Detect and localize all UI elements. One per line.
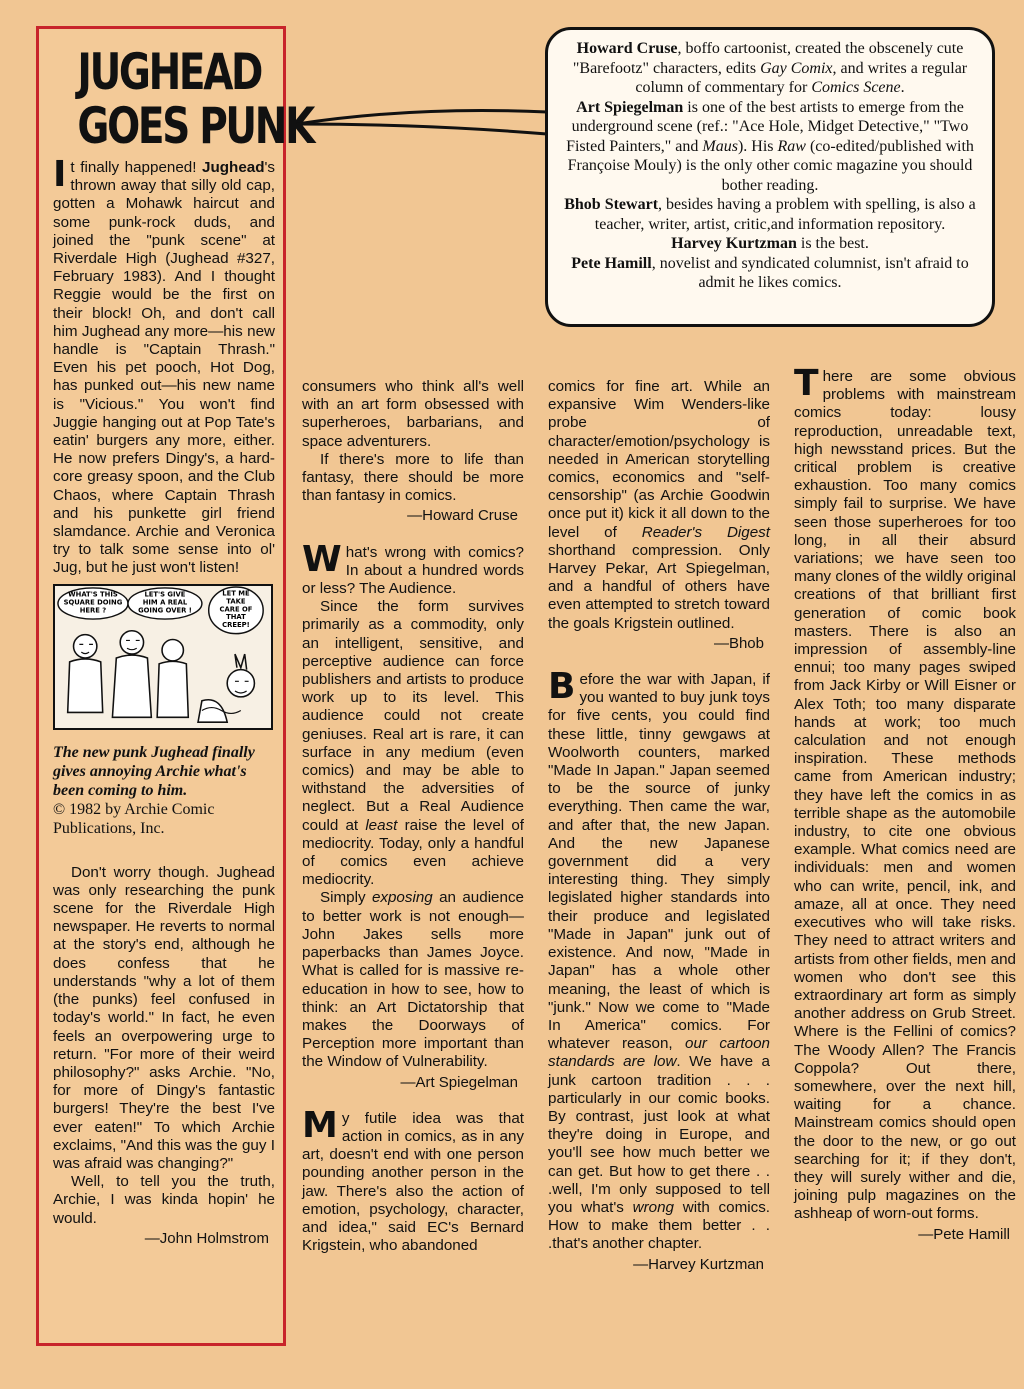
bubble1-line1: WHAT'S THIS bbox=[68, 590, 118, 599]
bubble2-line2: HIM A REAL bbox=[142, 598, 188, 607]
spiegelman-p2-em: least bbox=[365, 816, 398, 834]
bio-spiegelman-raw: Raw bbox=[777, 137, 806, 155]
bio-hamill-name: Pete Hamill bbox=[571, 254, 652, 272]
kurtzman-a: efore the war with Japan, if you wanted to buy junk toys for five cents, you could find these little, tinny gewgaws at Woolworth counters, marked "Made In Japan." Japan seemed to be the source of junky everything. Then came the war, and after that, the new Japan. And the new Japanese government did a very interesting thing. They simply legislated higher standards into their produce and legislated "Made in Japan" junk out of existence. And now, "Made in Japan" has a whole other meaning, the least of which is "junk." Now we come to "Made In America" comics. For whatever reason, bbox=[548, 671, 770, 1053]
bio-kurtzman-text: is the best. bbox=[796, 235, 869, 252]
stewart-p1: y futile idea was that action in comics, as in any art, doesn't end with one person pounding another person in the jaw. There's also the action of emotion, psychology, character, and idea," said EC's Bernard Krigstein, who abandoned bbox=[302, 1109, 524, 1255]
stewart-signature: —Bhob bbox=[713, 634, 764, 652]
bio-cruse-text-a: , boffo cartoonist, created the obscenely cute "Barefootz" characters, edits bbox=[572, 40, 964, 77]
stewart-cont-a: comics for fine art. While an expansive Wim Wenders-like probe of character/emotion/psychology is needed in American storytelling comics, economics and "self-censorship" (as Archie Goodwin once put it) kick it all down to the level of bbox=[548, 378, 770, 541]
bio-stewart-text: , besides having a problem with spelling, is also a teacher, writer, artist, critic,and information repository. bbox=[594, 196, 976, 233]
bio-kurtzman bbox=[562, 234, 978, 254]
cruse-signature: —Howard Cruse bbox=[407, 507, 518, 525]
sidebar-signature: —John Holmstrom bbox=[144, 1229, 269, 1247]
bio-spiegelman-maus: Maus bbox=[702, 137, 738, 155]
hamill-dropcap: T bbox=[794, 363, 819, 404]
stewart-cont-b: shorthand compression. Only Harvey Pekar, Art Spiegelman, and a handful of others have even attempted to stretch toward the goals Krigstein outlined. bbox=[548, 541, 770, 632]
kurtzman-dropcap: B bbox=[548, 666, 576, 708]
bio-cruse-text-c: . bbox=[900, 79, 905, 96]
bio-stewart bbox=[562, 195, 978, 234]
bio-cruse-gay-comix: Gay Comix bbox=[760, 59, 833, 77]
spiegelman-p3-em: exposing bbox=[371, 889, 433, 907]
cruse-p2: If there's more to life than fantasy, there should be more than fantasy in comics. bbox=[302, 450, 524, 505]
cruse-p1: consumers who think all's well with an art form obsessed with superheroes, barbarians, and space adventurers. bbox=[302, 378, 524, 450]
bubble1-line3: HERE ? bbox=[79, 605, 107, 614]
intro-body: 's thrown away that silly old cap, gotten a Mohawk haircut and some punk-rock duds, and joined the "punk scene" at Riverdale High (Jughead #327, February 1983). And I thought Reggie would be the first on their block! Oh, and don't call him Jughead any more—his new handle is "Captain Thrash." Even his pet pooch, Hot Dog, has punked out—his new name is "Vicious." You won't find Juggie hanging out at Pop Tate's eatin' burgers any more, either. He now prefers Dingy's, a hard-core greasy spoon, and the Club Chaos, where Captain Thrash and his punkette girl friend slamdance. Archie and Veronica try to talk some sense into ol' Jug, but he just won't listen! bbox=[53, 159, 275, 577]
bio-cruse bbox=[562, 39, 978, 98]
bio-kurtzman-name: Harvey Kurtzman bbox=[671, 235, 797, 252]
sidebar-body-p1: Don't worry though. Jughead was only researching the punk scene for the Riverdale High newspaper. He reverts to normal at the story's end, although he does confess that he understands "why a lot of them (the punks) feel confused in today's world." In fact, he even feels an overpowering urge to return. "For more of their weird philosophy?" asks Archie. "No, for more of Dingy's fantastic burgers! They're the best I've ever eaten!" To which Archie exclaims, "And this was the guy I was afraid was changing?" bbox=[53, 863, 275, 1172]
bubble3-line1: LET ME bbox=[222, 589, 250, 598]
bubble1-line2: SQUARE DOING bbox=[63, 598, 123, 607]
stewart-dropcap: M bbox=[302, 1104, 338, 1146]
sidebar-intro bbox=[53, 154, 275, 578]
sidebar-body bbox=[53, 864, 275, 1228]
sidebar-title bbox=[77, 43, 313, 155]
bio-cruse-comics-scene: Comics Scene bbox=[811, 79, 901, 96]
cartoon-credit: © 1982 by Archie Comic Publications, Inc. bbox=[53, 800, 215, 837]
jughead-cartoon-panel bbox=[53, 584, 273, 730]
spiegelman-p2-end: raise the level of mediocrity. Today, only a handful of comics even achieve mediocrity. bbox=[302, 816, 524, 889]
bio-spiegelman-text-c: (co-edited/published with Françoise Mouly) is the only other comic magazine you should bother reading. bbox=[567, 137, 974, 194]
bio-spiegelman-text-b: ). His bbox=[737, 137, 778, 155]
spiegelman-p3-b: an audience to better work is not enough—John Jakes sells more paperbacks than James Joyce. What is called for is massive re-education in how to see, how to think: an Art Dictatorship that makes the Doorways of Perception more important than the Window of Vulnerability. bbox=[302, 889, 524, 1071]
bio-spiegelman-name: Art Spiegelman bbox=[576, 98, 684, 116]
bubble3-line4: THAT bbox=[226, 612, 246, 621]
kurtzman-b: . We have a junk cartoon tradition . . . particularly in our comic books. By contrast, just look at what they're doing in Europe, and you'll see how much better we can get. But how to get there . . .well, I'm only supposed to tell you what's bbox=[548, 1053, 770, 1216]
article-column-1 bbox=[302, 378, 524, 1255]
spiegelman-dropcap: W bbox=[302, 538, 342, 580]
spiegelman-signature: —Art Spiegelman bbox=[400, 1073, 518, 1091]
cartoon-caption: The new punk Jughead finally gives annoying Archie what's been coming to him. bbox=[53, 743, 255, 799]
bubble3-line5: CREEP! bbox=[222, 620, 250, 629]
article-column-2 bbox=[548, 378, 770, 1282]
intro-dropcap: I bbox=[53, 154, 67, 195]
bubble3-line3: CARE OF bbox=[219, 604, 253, 613]
bio-stewart-name: Bhob Stewart bbox=[564, 196, 659, 213]
sidebar-title-line2: GOES PUNK bbox=[77, 97, 313, 155]
spiegelman-p1: hat's wrong with comics? In about a hundred words or less? The Audience. bbox=[302, 543, 524, 598]
kurtzman-em2: wrong bbox=[632, 1198, 674, 1216]
intro-bold-name: Jughead bbox=[202, 159, 265, 176]
sidebar-body-p2: Well, to tell you the truth, Archie, I was kinda hopin' he would. bbox=[53, 1173, 275, 1227]
article-column-3 bbox=[794, 363, 1017, 1252]
bio-cruse-name: Howard Cruse bbox=[576, 40, 678, 57]
spiegelman-p3-a: Simply bbox=[320, 889, 372, 907]
bio-hamill bbox=[562, 254, 978, 293]
bubble2-line3: GOING OVER ! bbox=[138, 605, 192, 614]
spiegelman-p2: Since the form survives primarily as a commodity, only an intelligent, sensitive, and perceptive audience can force publishers and artists to produce work up to its level. This audience could not create geniuses. Real art is rare, it can surface in any medium (even comics) and may be able to withstand the adversities of neglect. But a Real Audience could at bbox=[302, 598, 524, 834]
bio-cruse-text-b: , and writes a regular column of commentary for bbox=[635, 59, 968, 96]
hamill-text: here are some obvious problems with mainstream comics today: lousy reproduction, unreadable text, high newsstand prices. But the critical problem is creative exhaustion. Too many comics simply fail to surprise. We have seen those superheroes for too long, in all their absurd variations; we have seen too many clones of the wildly original creations of that brilliant first generation of comic book masters. There is also an impression of assembly-line ennui; too many pages swiped from Jack Kirby or Will Eisner or Alex Toth; too many disparate hands at work; too much calculation and not enough inspiration. These methods came from American industry; they have left the comics in as terrible shape as the automobile industry, to cite one obvious example. What comics need are individuals: men and women who can write, pencil, ink, and amaze, all at once. They need executives who will take risks. They need to attract writers and artists from other fields, men and women who don't see this extraordinary art form as simply another address on Grub Street. Where is the Fellini of comics? The Woody Allen? The Francis Coppola? Out there, somewhere, over the next hill, waiting for a chance. Mainstream comics should open the door to the new, or go out searching for it; if they don't, they will surely wither and die, joining pulp magazines on the ashheap of worn-out forms. bbox=[794, 368, 1017, 1223]
kurtzman-c: with comics. How to make them better . . .that's another chapter. bbox=[548, 1198, 771, 1253]
jughead-sidebar bbox=[36, 26, 313, 1346]
hamill-signature: —Pete Hamill bbox=[918, 1225, 1010, 1243]
contributors-bubble bbox=[545, 27, 995, 327]
kurtzman-em1: our cartoon standards are low bbox=[548, 1035, 770, 1071]
bio-spiegelman-text-a: is one of the best artists to emerge from the underground scene (ref.: "Ace Hole, Midget Detective," "Two Fisted Painters," and bbox=[566, 98, 969, 155]
intro-lead: t finally happened! bbox=[70, 159, 203, 176]
kurtzman-signature: —Harvey Kurtzman bbox=[633, 1255, 764, 1273]
bio-hamill-text: , novelist and syndicated columnist, isn't afraid to admit he likes comics. bbox=[651, 254, 969, 291]
bio-spiegelman bbox=[562, 98, 978, 196]
bubble3-line2: TAKE bbox=[226, 597, 246, 606]
bubble2-line1: LET'S GIVE bbox=[144, 590, 186, 599]
bubble-tail bbox=[295, 108, 549, 138]
stewart-cont-em: Reader's Digest bbox=[641, 523, 771, 541]
sidebar-title-line1: JUGHEAD bbox=[77, 43, 262, 101]
